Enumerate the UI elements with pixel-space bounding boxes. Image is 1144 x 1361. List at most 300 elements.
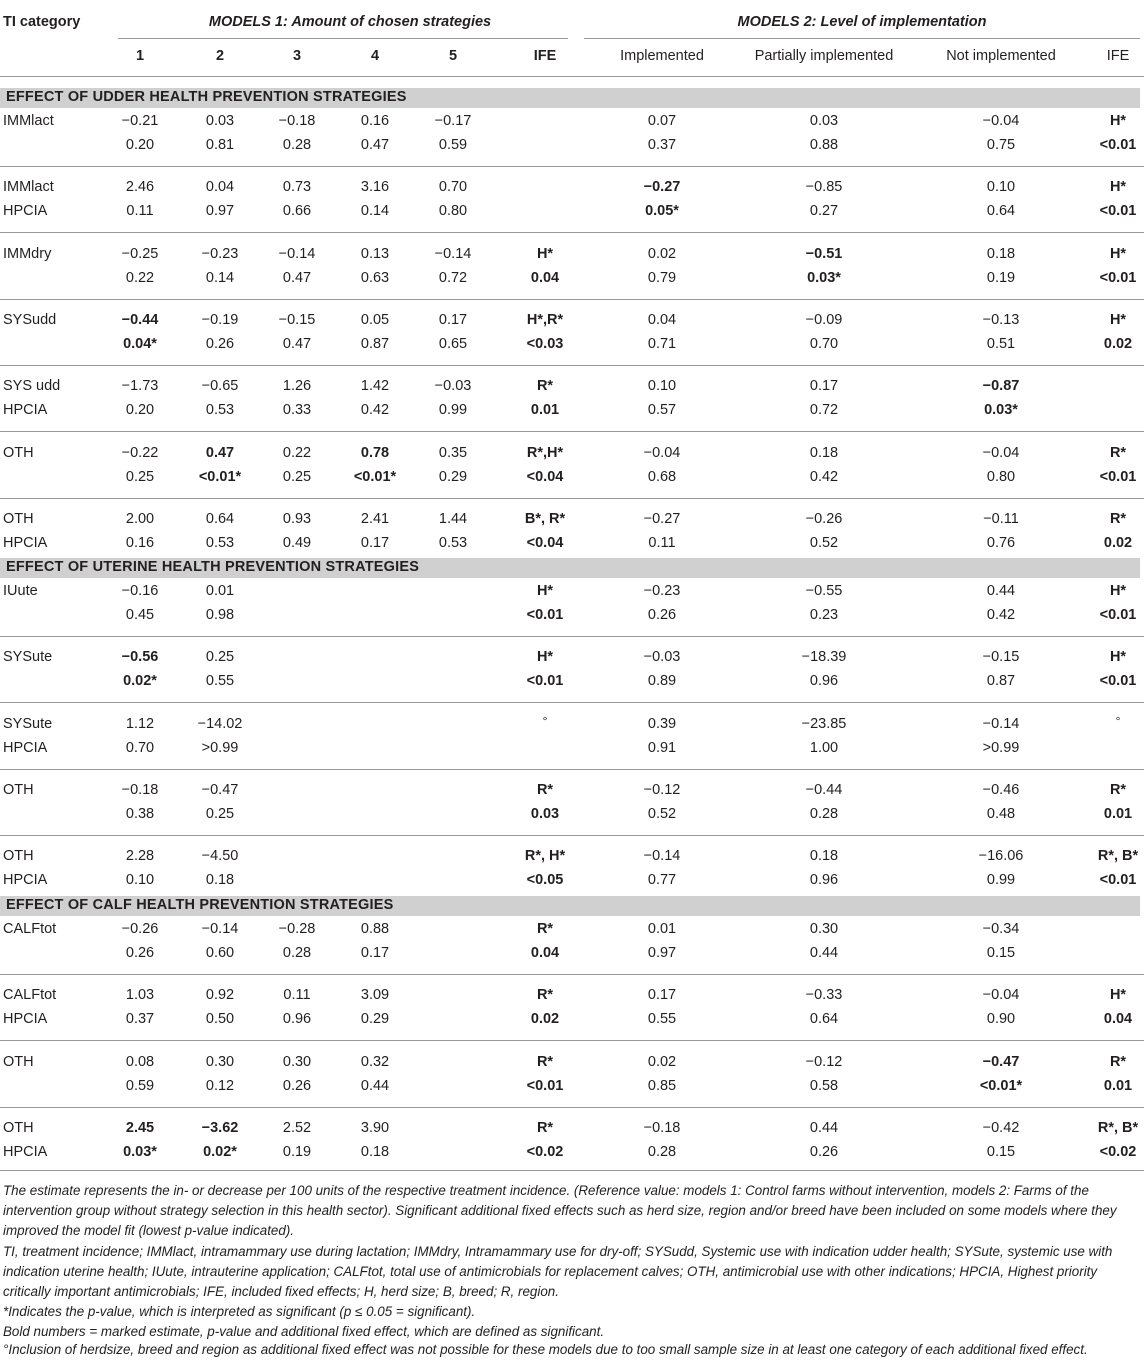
models1-estimate: −0.26 [121,921,159,937]
models1-estimate: 0.01 [205,583,235,599]
models1-p-value: 0.55 [205,673,235,690]
models1-p-value: 0.29 [360,1011,390,1028]
models1-p-value: 0.25 [205,805,235,822]
models2-col-header: IFE [1106,48,1130,64]
models1-estimate: −0.19 [201,311,239,328]
models1-col-header: 2 [215,48,225,64]
models2-p-value: 0.28 [809,805,839,822]
ti-category-sublabel: HPCIA [3,534,48,551]
ti-category-sublabel: HPCIA [3,1011,48,1028]
models2-p-value: 0.11 [648,534,676,551]
models1-p-value: 0.25 [282,468,312,485]
models1-estimate: 0.04 [205,179,235,196]
models2-p-value: 0.88 [809,137,839,153]
models2-estimate: −0.13 [982,311,1020,328]
models1-p-value: 0.59 [125,1077,155,1094]
models2-p-value: 0.15 [986,1143,1016,1160]
models2-estimate: −0.55 [805,583,843,599]
models2-p-value: 0.52 [647,805,677,822]
models1-estimate: 0.17 [438,311,468,328]
models1-estimate: R* [536,781,554,798]
models1-p-value: 0.28 [282,137,312,153]
models1-estimate: −14.02 [197,715,243,732]
ti-category-label: CALFtot [3,921,57,937]
section-title: EFFECT OF UTERINE HEALTH PREVENTION STRATEGIES [6,559,420,575]
models1-p-value: 0.50 [205,1011,235,1028]
ti-category-sublabel: HPCIA [3,1143,48,1160]
models2-p-value: 1.00 [809,739,839,756]
models1-estimate: −0.23 [201,245,239,262]
models1-p-value: 0.03* [123,1143,157,1160]
table-bottom-rule [0,1170,1144,1171]
models2-estimate: −0.12 [805,1053,843,1070]
models1-p-value: 0.20 [125,402,155,419]
models1-p-value: 0.60 [205,945,235,961]
models1-p-value: 0.02* [123,673,157,690]
row-separator [0,702,1144,703]
models2-p-value: 0.04 [1103,1011,1133,1028]
models2-estimate: −0.44 [805,781,843,798]
models1-estimate: 0.73 [282,179,312,196]
models1-p-value: 0.17 [360,945,390,961]
models1-underline [118,38,568,39]
models1-p-value: 0.26 [125,945,155,961]
models2-p-value: 0.51 [986,335,1016,352]
ti-category-header: TI category [3,14,81,30]
models1-p-value: 0.45 [125,607,155,623]
models2-estimate: 0.17 [809,378,839,395]
models2-estimate: 0.18 [809,848,839,865]
models2-estimate: 0.18 [809,444,839,461]
models1-estimate: 2.45 [125,1119,155,1136]
models1-p-value: 0.16 [125,534,155,551]
models2-underline [584,38,1140,39]
models1-p-value: 0.80 [438,203,468,220]
models2-p-value: 0.80 [986,468,1016,485]
row-separator [0,232,1144,233]
ti-category-label: IMMlact [3,179,54,196]
row-separator [0,1040,1144,1041]
models1-estimate: 0.22 [282,444,312,461]
models1-estimate: −0.22 [121,444,159,461]
ti-category-label: OTH [3,1119,34,1136]
models2-p-value: <0.01 [1099,872,1137,889]
models1-estimate: 0.16 [360,113,390,129]
models2-estimate: 0.02 [647,1053,677,1070]
models2-p-value: 0.02 [1103,534,1133,551]
models2-estimate: H* [1109,649,1127,666]
models2-estimate: −0.47 [982,1053,1020,1070]
models2-estimate: −0.85 [805,179,843,196]
ti-category-label: OTH [3,1053,34,1070]
footnote-asterisk: *Indicates the p-value, which is interpreted as significant (p ≤ 0.05 = significant). [3,1304,476,1319]
models1-p-value: 0.53 [205,402,235,419]
models1-p-value: <0.04 [526,534,564,551]
models1-p-value: 0.11 [126,203,154,220]
models2-estimate: 0.01 [647,921,677,937]
models1-estimate: 1.03 [125,987,155,1004]
models2-estimate: H* [1109,311,1127,328]
models2-p-value: 0.42 [809,468,839,485]
ti-category-label: OTH [3,848,34,865]
models1-p-value: 0.65 [438,335,468,352]
models1-p-value: 0.81 [205,137,235,153]
models1-p-value: 0.18 [205,872,235,889]
models1-p-value: 0.37 [125,1011,155,1028]
models1-p-value: 0.72 [438,269,468,286]
models1-p-value: 0.63 [360,269,390,286]
models2-p-value: 0.28 [647,1143,677,1160]
models2-p-value: <0.01 [1099,468,1137,485]
models1-estimate: −0.03 [434,378,472,395]
models1-p-value: <0.01* [353,468,397,485]
models2-estimate: R*, B* [1097,1119,1139,1136]
models1-p-value: 0.97 [205,203,235,220]
models1-estimate: −0.15 [278,311,316,328]
ti-category-label: CALFtot [3,987,57,1004]
models2-p-value: 0.76 [986,534,1016,551]
models2-estimate: H* [1109,245,1127,262]
footnote-abbreviations: TI, treatment incidence; IMMlact, intramammary use during lactation; IMMdry, Intramammary use for dry-off; SYSudd, Systemic use with indication udder health; SYSute, systemic use with indication uterine health; IUute, intrauterine application; CALFtot, total use of antimicrobials for replacement calves; OTH, antimicrobial use with other indications; HPCIA, Highest priority critically important antimicrobials; IFE, included fixed effects; H, herd size; B, breed; R, region. [3,1244,1113,1300]
models1-p-value: 0.18 [360,1143,390,1160]
row-separator [0,299,1144,300]
models1-p-value: 0.10 [125,872,155,889]
models1-p-value: 0.47 [282,269,312,286]
models2-p-value: 0.19 [986,269,1016,286]
models2-p-value: 0.03* [984,402,1018,419]
models1-col-header: 5 [448,48,458,64]
models2-p-value: 0.58 [809,1077,839,1094]
models1-estimate: 0.05 [360,311,390,328]
models2-p-value: 0.85 [647,1077,677,1094]
models2-estimate: H* [1109,179,1127,196]
models1-p-value: 0.70 [125,739,155,756]
models1-estimate: R* [536,378,554,395]
models1-estimate: 0.30 [282,1053,312,1070]
models1-estimate: 3.16 [360,179,390,196]
models1-p-value: <0.04 [526,468,564,485]
models1-p-value: <0.01* [198,468,242,485]
models2-estimate: −0.18 [643,1119,681,1136]
models1-p-value: 0.66 [282,203,312,220]
models1-p-value: <0.02 [526,1143,564,1160]
models2-estimate: 0.44 [986,583,1016,599]
models1-estimate: 3.90 [360,1119,390,1136]
models1-p-value: 0.01 [530,402,560,419]
models2-estimate: R* [1109,781,1127,798]
models2-estimate: R* [1109,444,1127,461]
models1-estimate: H* [536,583,554,599]
models2-estimate: R* [1109,510,1127,527]
models1-estimate: 2.28 [125,848,155,865]
models2-estimate: H* [1109,583,1127,599]
models1-estimate: −0.44 [121,311,159,328]
models1-estimate: H*,R* [526,311,564,328]
models1-estimate: 0.93 [282,510,312,527]
models2-p-value: 0.15 [986,945,1016,961]
models2-p-value: 0.01 [1103,1077,1133,1094]
models2-p-value: 0.90 [986,1011,1016,1028]
models2-p-value: <0.01 [1099,269,1137,286]
models2-estimate: −0.04 [643,444,681,461]
models2-p-value: 0.02 [1103,335,1133,352]
ti-category-sublabel: HPCIA [3,739,48,756]
models1-p-value: 0.26 [282,1077,312,1094]
models2-estimate: −0.33 [805,987,843,1004]
models1-estimate: 1.42 [360,378,390,395]
models1-estimate: −0.14 [434,245,472,262]
models1-estimate: −0.21 [121,113,159,129]
models1-col-header: 1 [135,48,145,64]
ti-category-sublabel: HPCIA [3,402,48,419]
models1-p-value: >0.99 [201,739,239,756]
ti-category-label: SYSudd [3,311,57,328]
models1-p-value: 0.44 [360,1077,390,1094]
models2-estimate: −0.27 [643,510,681,527]
models1-estimate: B*, R* [524,510,566,527]
models2-estimate: −0.11 [983,510,1019,527]
models1-estimate: −0.28 [278,921,316,937]
models2-p-value: 0.44 [809,945,839,961]
models2-p-value: 0.79 [647,269,677,286]
models2-estimate: −0.27 [643,179,681,196]
models2-p-value: 0.96 [809,872,839,889]
models1-estimate: 0.92 [205,987,235,1004]
models2-title: MODELS 2: Level of implementation [737,14,987,30]
models1-estimate: −0.56 [121,649,159,666]
models2-p-value: 0.26 [809,1143,839,1160]
models1-p-value: 0.25 [125,468,155,485]
ti-category-label: OTH [3,444,34,461]
row-separator [0,498,1144,499]
models2-p-value: 0.77 [647,872,677,889]
models2-p-value: 0.52 [809,534,839,551]
models2-col-header: Implemented [620,48,704,64]
models1-p-value: <0.03 [526,335,564,352]
models1-estimate: −4.50 [201,848,239,865]
models1-estimate: 0.47 [205,444,235,461]
models1-p-value: 0.53 [438,534,468,551]
row-separator [0,974,1144,975]
models2-p-value: <0.01 [1099,203,1137,220]
models2-estimate: −0.42 [982,1119,1020,1136]
models1-estimate: 0.70 [438,179,468,196]
models1-p-value: <0.01 [526,1077,564,1094]
models2-p-value: 0.75 [986,137,1016,153]
models2-p-value: <0.02 [1099,1143,1137,1160]
models2-p-value: 0.55 [647,1011,677,1028]
models1-estimate: ° [542,713,548,728]
models1-estimate: 1.44 [438,510,468,527]
models1-p-value: 0.26 [205,335,235,352]
models1-estimate: 2.00 [125,510,155,527]
row-separator [0,1107,1144,1108]
models1-p-value: <0.01 [526,673,564,690]
models1-p-value: 0.14 [360,203,390,220]
models2-estimate: −0.51 [805,245,843,262]
models2-estimate: −0.15 [982,649,1020,666]
models1-p-value: 0.96 [282,1011,312,1028]
models1-estimate: R* [536,1119,554,1136]
models2-estimate: 0.07 [647,113,677,129]
ti-category-label: IMMlact [3,113,54,129]
footnote-estimate: The estimate represents the in- or decrease per 100 units of the respective treatment incidence. (Reference value: models 1: Control farms without intervention, models 2: Farms of the intervention group without strategy selection in this health sector). Significant additional fixed effects such as herd size, region and/or breed have been included on some models where they improved the model fit (lowest p-value indicated). [3,1183,1117,1239]
models2-estimate: −0.14 [982,715,1020,732]
models2-col-header: Partially implemented [754,48,894,64]
models1-p-value: 0.04 [530,269,560,286]
models1-p-value: 0.02 [530,1011,560,1028]
models2-estimate: 0.10 [986,179,1016,196]
models1-p-value: 0.04* [123,335,157,352]
models1-p-value: 0.53 [205,534,235,551]
models1-estimate: H* [536,245,554,262]
models1-estimate: 0.88 [360,921,390,937]
models2-estimate: −0.03 [643,649,681,666]
models1-estimate: 0.78 [360,444,390,461]
models1-estimate: −0.18 [278,113,316,129]
models2-estimate: −0.26 [805,510,843,527]
ti-category-sublabel: HPCIA [3,203,48,220]
section-header [0,558,1140,578]
models2-estimate: 0.04 [647,311,677,328]
models1-estimate: 2.46 [125,179,155,196]
models1-p-value: 0.02* [203,1143,237,1160]
models2-p-value: 0.64 [809,1011,839,1028]
models1-p-value: 0.04 [530,945,560,961]
models1-estimate: H* [536,649,554,666]
models2-estimate: −0.04 [982,113,1020,129]
models2-estimate: −0.04 [982,987,1020,1004]
models2-estimate: 0.44 [809,1119,839,1136]
models1-estimate: 0.64 [205,510,235,527]
header-rule [0,76,1144,77]
models2-p-value: 0.27 [809,203,839,220]
row-separator [0,636,1144,637]
models2-col-header: Not implemented [946,48,1056,64]
models2-estimate: R* [1109,1053,1127,1070]
models2-p-value: <0.01 [1099,607,1137,623]
models1-estimate: 0.25 [205,649,235,666]
models2-p-value: 0.03* [807,269,841,286]
ti-category-label: SYSute [3,649,53,666]
models1-p-value: 0.38 [125,805,155,822]
models2-p-value: 0.57 [647,402,677,419]
models2-p-value: 0.23 [809,607,839,623]
models1-col-header: 4 [370,48,380,64]
ti-category-label: OTH [3,781,34,798]
models1-p-value: 0.17 [360,534,390,551]
models1-estimate: −0.65 [201,378,239,395]
models1-estimate: R* [536,987,554,1004]
ti-category-label: SYSute [3,715,53,732]
footnote-bold: Bold numbers = marked estimate, p-value and additional fixed effect, which are defined as significant. [3,1324,605,1339]
models2-p-value: 0.64 [986,203,1016,220]
models1-p-value: 0.49 [282,534,312,551]
row-separator [0,166,1144,167]
row-separator [0,431,1144,432]
models2-p-value: 0.70 [809,335,839,352]
models1-p-value: 0.47 [282,335,312,352]
models1-estimate: R*, H* [524,848,566,865]
models2-p-value: 0.42 [986,607,1016,623]
models2-estimate: −23.85 [801,715,847,732]
models1-estimate: 0.32 [360,1053,390,1070]
models2-estimate: −0.09 [805,311,843,328]
models2-p-value: 0.68 [647,468,677,485]
models2-p-value: 0.97 [647,945,677,961]
models2-p-value: 0.89 [647,673,677,690]
models1-p-value: 0.47 [360,137,390,153]
models2-estimate: 0.10 [647,378,677,395]
models2-p-value: 0.37 [647,137,677,153]
models2-estimate: −0.23 [643,583,681,599]
models1-p-value: 0.28 [282,945,312,961]
row-separator [0,365,1144,366]
section-title: EFFECT OF CALF HEALTH PREVENTION STRATEGIES [6,897,394,913]
models1-estimate: −0.16 [121,583,159,599]
models2-p-value: <0.01 [1099,137,1137,153]
models1-p-value: 0.22 [125,269,155,286]
models2-estimate: 0.17 [647,987,677,1004]
models1-estimate: 2.52 [282,1119,312,1136]
models1-col-header: IFE [533,48,557,64]
models2-p-value: 0.71 [647,335,677,352]
models1-estimate: −0.47 [201,781,239,798]
models2-estimate: −0.14 [643,848,681,865]
models1-estimate: 3.09 [360,987,390,1004]
models1-p-value: 0.87 [360,335,390,352]
models1-estimate: 0.35 [438,444,468,461]
models1-estimate: −0.14 [278,245,316,262]
models2-p-value: 0.99 [986,872,1016,889]
models1-estimate: −1.73 [121,378,159,395]
models2-p-value: 0.05* [645,203,679,220]
models1-p-value: 0.59 [438,137,468,153]
models2-estimate: −0.12 [643,781,681,798]
models2-estimate: H* [1109,113,1127,129]
models2-p-value: <0.01* [979,1077,1023,1094]
models1-estimate: R*,H* [526,444,564,461]
models1-p-value: 0.98 [205,607,235,623]
models2-estimate: 0.39 [647,715,677,732]
section-header [0,88,1140,108]
section-title: EFFECT OF UDDER HEALTH PREVENTION STRATEGIES [6,89,407,105]
models2-p-value: 0.72 [809,402,839,419]
models2-p-value: 0.96 [809,673,839,690]
models2-estimate: −0.87 [982,378,1020,395]
models1-estimate: 1.26 [282,378,312,395]
ti-category-label: OTH [3,510,34,527]
section-header [0,896,1140,916]
models1-p-value: 0.33 [282,402,312,419]
models2-p-value: 0.01 [1103,805,1133,822]
models1-estimate: 0.03 [205,113,235,129]
models2-estimate: H* [1109,987,1127,1004]
models2-p-value: 0.91 [647,739,677,756]
ti-category-label: IMMdry [3,245,52,262]
models1-estimate: 1.12 [125,715,155,732]
models1-p-value: 0.03 [530,805,560,822]
models1-p-value: <0.05 [526,872,564,889]
models1-p-value: <0.01 [526,607,564,623]
models1-estimate: R* [536,921,554,937]
models1-estimate: −0.17 [434,113,472,129]
ti-category-label: IUute [3,583,38,599]
models1-estimate: 0.11 [283,987,311,1004]
ti-category-label: SYS udd [3,378,61,395]
models2-estimate: 0.18 [986,245,1016,262]
models1-p-value: 0.14 [205,269,235,286]
